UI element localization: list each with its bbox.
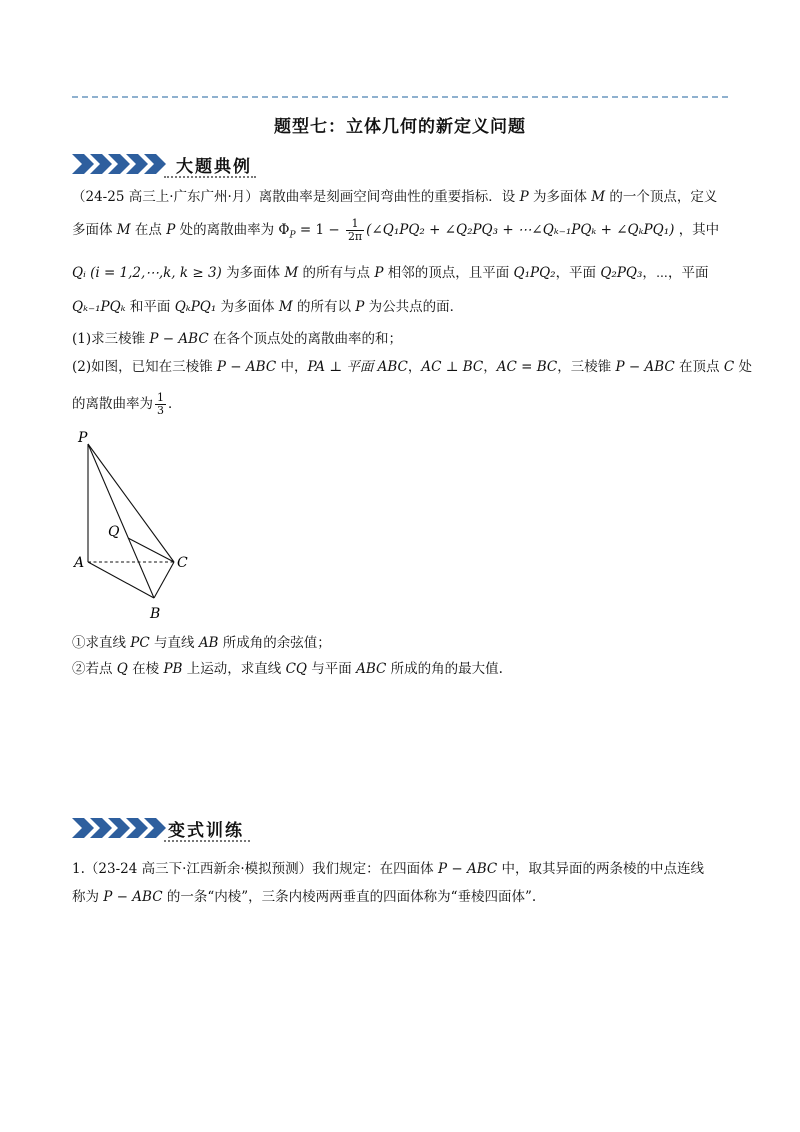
sub-question-1: ①求直线 PC 与直线 AB 所成角的余弦值；: [72, 635, 331, 651]
section-header-example: [72, 152, 732, 178]
curvature-value-fraction: $\frac{1}{3}$: [157, 391, 164, 417]
label-A: A: [74, 555, 85, 571]
practice-1-line-1: 1.（23-24 高三下·江西新余·模拟预测）我们规定：在四面体 P − ABC 中，取其异面的两条棱的中点连线: [72, 861, 705, 877]
section-underline: [164, 176, 256, 178]
label-C: C: [177, 555, 188, 571]
header-dashed-rule: [72, 96, 728, 98]
page-title: 题型七：立体几何的新定义问题: [274, 117, 526, 137]
segment-QC: [128, 538, 174, 562]
section-label-practice: 变式训练: [168, 821, 244, 841]
tetrahedron-figure: [72, 428, 202, 628]
section-label-example: 大题典例: [176, 157, 252, 177]
curvature-formula: $\Phi_P = 1$ − $\frac{1}{2\pi}$ (∠Q₁PQ₂ + ∠Q₂PQ₃ + ⋯∠Qₖ₋₁PQₖ + ∠QₖPQ₁): [278, 217, 675, 243]
example-line-1: （24-25 高三上·广东广州·月）离散曲率是刻画空间弯曲性的重要指标．设 P 为多面体 M 的一个顶点，定义: [72, 189, 718, 205]
section-underline: [164, 840, 250, 842]
label-B: B: [150, 606, 161, 622]
example-line-4: Qₖ₋₁PQₖ 和平面 QₖPQ₁ 为多面体 M 的所有以 P 为公共点的面．: [72, 299, 464, 315]
label-P: P: [78, 430, 88, 446]
edge-BC: [154, 562, 174, 598]
chevron-arrows-icon: [72, 154, 168, 174]
chevron-arrows-icon: [72, 818, 168, 838]
sub-question-2: ②若点 Q 在棱 PB 上运动，求直线 CQ 与平面 ABC 所成的角的最大值.: [72, 661, 503, 677]
formula-fraction: $\frac{1}{2\pi}$: [347, 217, 363, 243]
question-2-line-1: (2)如图，已知在三棱锥 P − ABC 中，PA ⊥ 平面 ABC，AC ⊥ BC，AC = BC，三棱锥 P − ABC 在顶点 C 处: [72, 359, 752, 375]
question-1: (1)求三棱锥 P − ABC 在各个顶点处的离散曲率的和；: [72, 331, 402, 347]
section-header-practice: [72, 816, 732, 842]
example-line-2: 多面体 M 在点 P 处的离散曲率为 $\Phi_P = 1$ − $\frac{1}{2\pi}$ (∠Q₁PQ₂ + ∠Q₂PQ₃ + ⋯∠Qₖ₋₁PQₖ + ∠QₖPQ₁) ，其中: [72, 217, 720, 243]
example-line-3: Qᵢ (i = 1,2,⋯,k, k ≥ 3) 为多面体 M 的所有与点 P 相邻的顶点，且平面 Q₁PQ₂，平面 Q₂PQ₃，⋯，平面: [72, 265, 709, 281]
label-Q: Q: [108, 524, 120, 540]
edge-AB: [88, 562, 154, 598]
practice-1-line-2: 称为 P − ABC 的一条“内棱”，三条内棱两两垂直的四面体称为“垂棱四面体”.: [72, 889, 537, 905]
question-2-line-2: 的离散曲率为 $\frac{1}{3}$ ．: [72, 391, 182, 417]
